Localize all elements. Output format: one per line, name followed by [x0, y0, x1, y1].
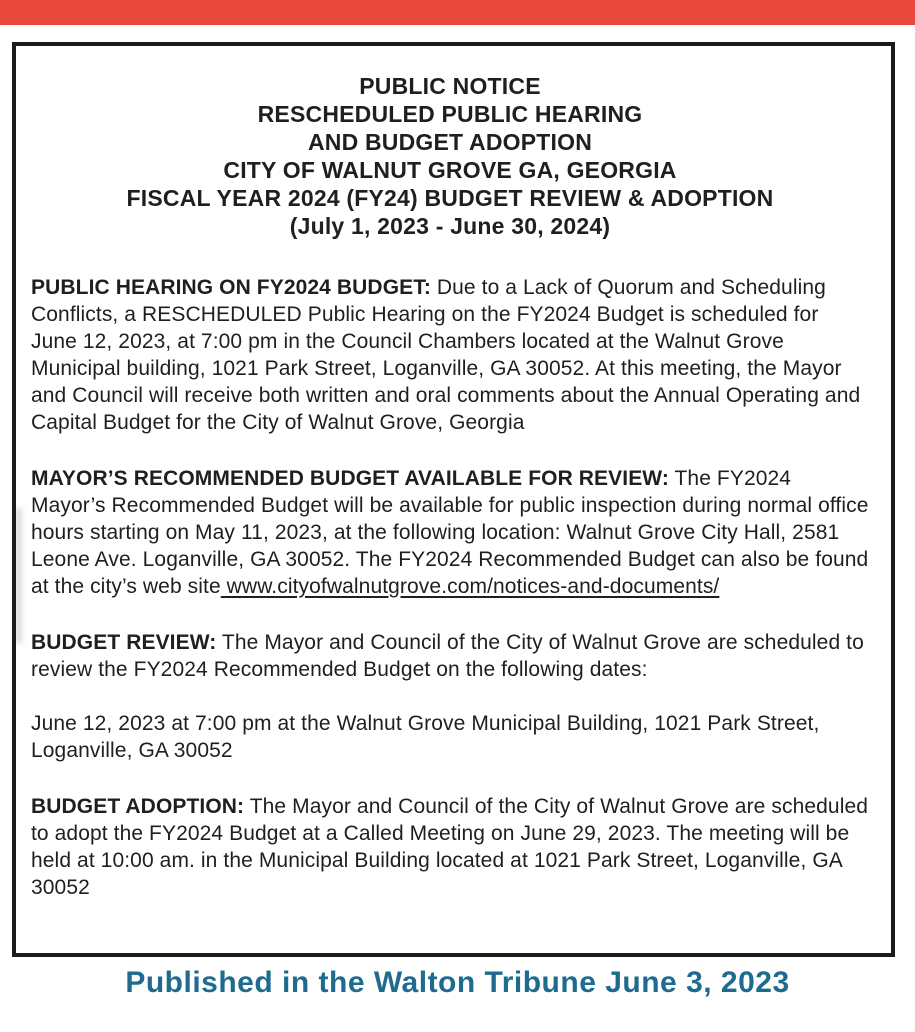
paragraph-public-hearing-label: PUBLIC HEARING ON FY2024 BUDGET: — [31, 276, 431, 299]
notice-header — [31, 72, 869, 240]
city-website-link[interactable]: www.cityofwalnutgrove.com/notices-and-documents/ — [220, 575, 720, 598]
red-banner-strip — [0, 0, 915, 25]
header-line-city: CITY OF WALNUT GROVE GA, GEORGIA — [223, 157, 677, 183]
header-line-rescheduled-hearing: RESCHEDULED PUBLIC HEARING — [257, 101, 643, 127]
paragraph-review-date-text: June 12, 2023 at 7:00 pm at the Walnut Grove Municipal Building, 1021 Park Street, Loganville, GA 30052 — [31, 712, 820, 762]
paragraph-mayors-budget — [31, 465, 869, 600]
paragraph-budget-review — [31, 629, 869, 683]
paragraph-budget-review-text: The Mayor and Council of the City of Walnut Grove are scheduled to review the FY2024 Recommended Budget on the following dates: — [31, 631, 864, 681]
header-line-public-notice: PUBLIC NOTICE — [359, 73, 541, 99]
notice-box — [12, 42, 895, 957]
paragraph-public-hearing — [31, 274, 869, 436]
paragraph-budget-review-label: BUDGET REVIEW: — [31, 631, 217, 654]
scan-artifact — [16, 508, 24, 643]
paragraph-review-date — [31, 710, 869, 764]
header-line-date-range: (July 1, 2023 - June 30, 2024) — [289, 213, 611, 239]
paragraph-budget-adoption-label: BUDGET ADOPTION: — [31, 795, 245, 818]
paragraph-budget-adoption-text: The Mayor and Council of the City of Walnut Grove are scheduled to adopt the FY2024 Budget at a Called Meeting on June 29, 2023. The meeting will be held at 10:00 am. in the Municipal Building located at 1021 Park Street, Loganville, GA 30052 — [31, 795, 869, 899]
header-line-budget-adoption: AND BUDGET ADOPTION — [307, 129, 593, 155]
paragraph-public-hearing-text: Due to a Lack of Quorum and Scheduling Conflicts, a RESCHEDULED Public Hearing on the FY2024 Budget is scheduled for June 12, 2023, at 7:00 pm in the Council Chambers located at the Walnut Grove Municipal building, 1021 Park Street, Loganville, GA 30052. At this meeting, the Mayor and Council will receive both written and oral comments about the Annual Operating and Capital Budget for the City of Walnut Grove, Georgia — [31, 276, 861, 434]
header-line-fiscal-year: FISCAL YEAR 2024 (FY24) BUDGET REVIEW & ADOPTION — [126, 185, 774, 211]
publication-credit: Published in the Walton Tribune June 3, 2023 — [125, 966, 790, 999]
paragraph-budget-adoption — [31, 793, 869, 901]
paragraph-mayors-budget-text: The FY2024 Mayor’s Recommended Budget will be available for public inspection during normal office hours starting on May 11, 2023, at the following location: Walnut Grove City Hall, 2581 Leone Ave. Loganville, GA 30052. The FY2024 Recommended Budget can also be found at the city’s web site — [31, 467, 869, 598]
paragraph-mayors-budget-label: MAYOR’S RECOMMENDED BUDGET AVAILABLE FOR REVIEW: — [31, 467, 669, 490]
